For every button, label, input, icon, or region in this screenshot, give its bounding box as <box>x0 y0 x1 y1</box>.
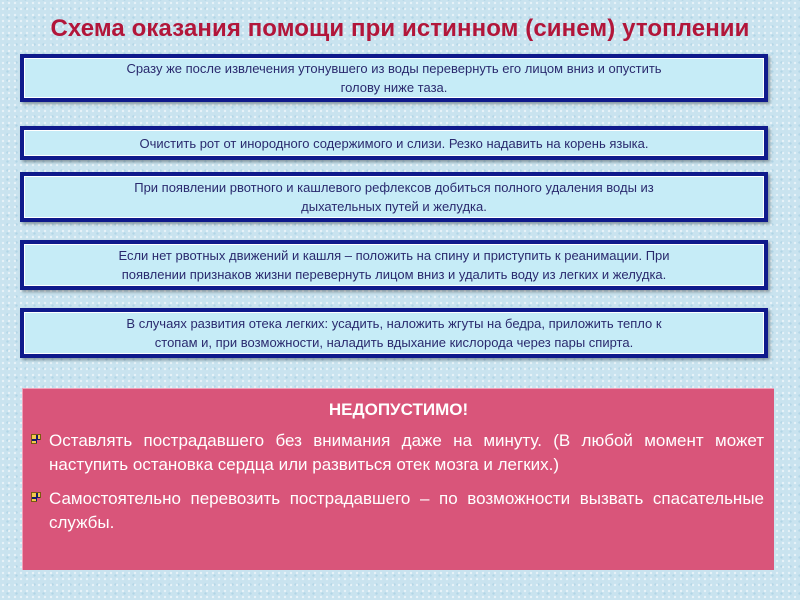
bullet-square-icon <box>31 492 41 502</box>
step-2-line-1: Очистить рот от инородного содержимого и слизи. Резко надавить на корень языка. <box>139 135 649 151</box>
warning-panel <box>22 388 774 570</box>
warning-item-2-text: Самостоятельно перевозить пострадавшего – по возможности вызвать спасательные службы. <box>49 489 764 532</box>
step-4-line-2: появлении признаков жизни перевернуть лицом вниз и удалить воду из легких и желудка. <box>121 267 667 282</box>
step-box-1 <box>20 54 768 102</box>
warning-item-2 <box>49 487 764 535</box>
warning-item-1 <box>49 429 764 477</box>
page-title: Схема оказания помощи при истинном (синем) утоплении <box>50 15 750 42</box>
step-4-line-1: Если нет рвотных движений и кашля – положить на спину и приступить к реанимации. При <box>118 248 670 263</box>
step-box-4 <box>20 240 768 290</box>
step-3-line-2: дыхательных путей и желудка. <box>301 199 487 214</box>
step-5-line-1: В случаях развития отека легких: усадить, наложить жгуты на бедра, приложить тепло к <box>126 316 662 331</box>
step-box-2 <box>20 126 768 160</box>
warning-item-1-text: Оставлять пострадавшего без внимания даже на минуту. (В любой момент может наступить остановка сердца или развиться отек мозга и легких.) <box>49 431 764 474</box>
step-box-3 <box>20 172 768 222</box>
step-1-line-2: голову ниже таза. <box>340 80 448 95</box>
warning-title: НЕДОПУСТИМО! <box>328 400 469 419</box>
step-5-line-2: стопам и, при возможности, наладить вдыхание кислорода через пары спирта. <box>154 335 634 350</box>
step-3-line-1: При появлении рвотного и кашлевого рефлексов добиться полного удаления воды из <box>134 180 654 195</box>
step-box-5 <box>20 308 768 358</box>
step-1-line-1: Сразу же после извлечения утонувшего из воды перевернуть его лицом вниз и опустить <box>126 61 662 76</box>
bullet-square-icon <box>31 434 41 444</box>
